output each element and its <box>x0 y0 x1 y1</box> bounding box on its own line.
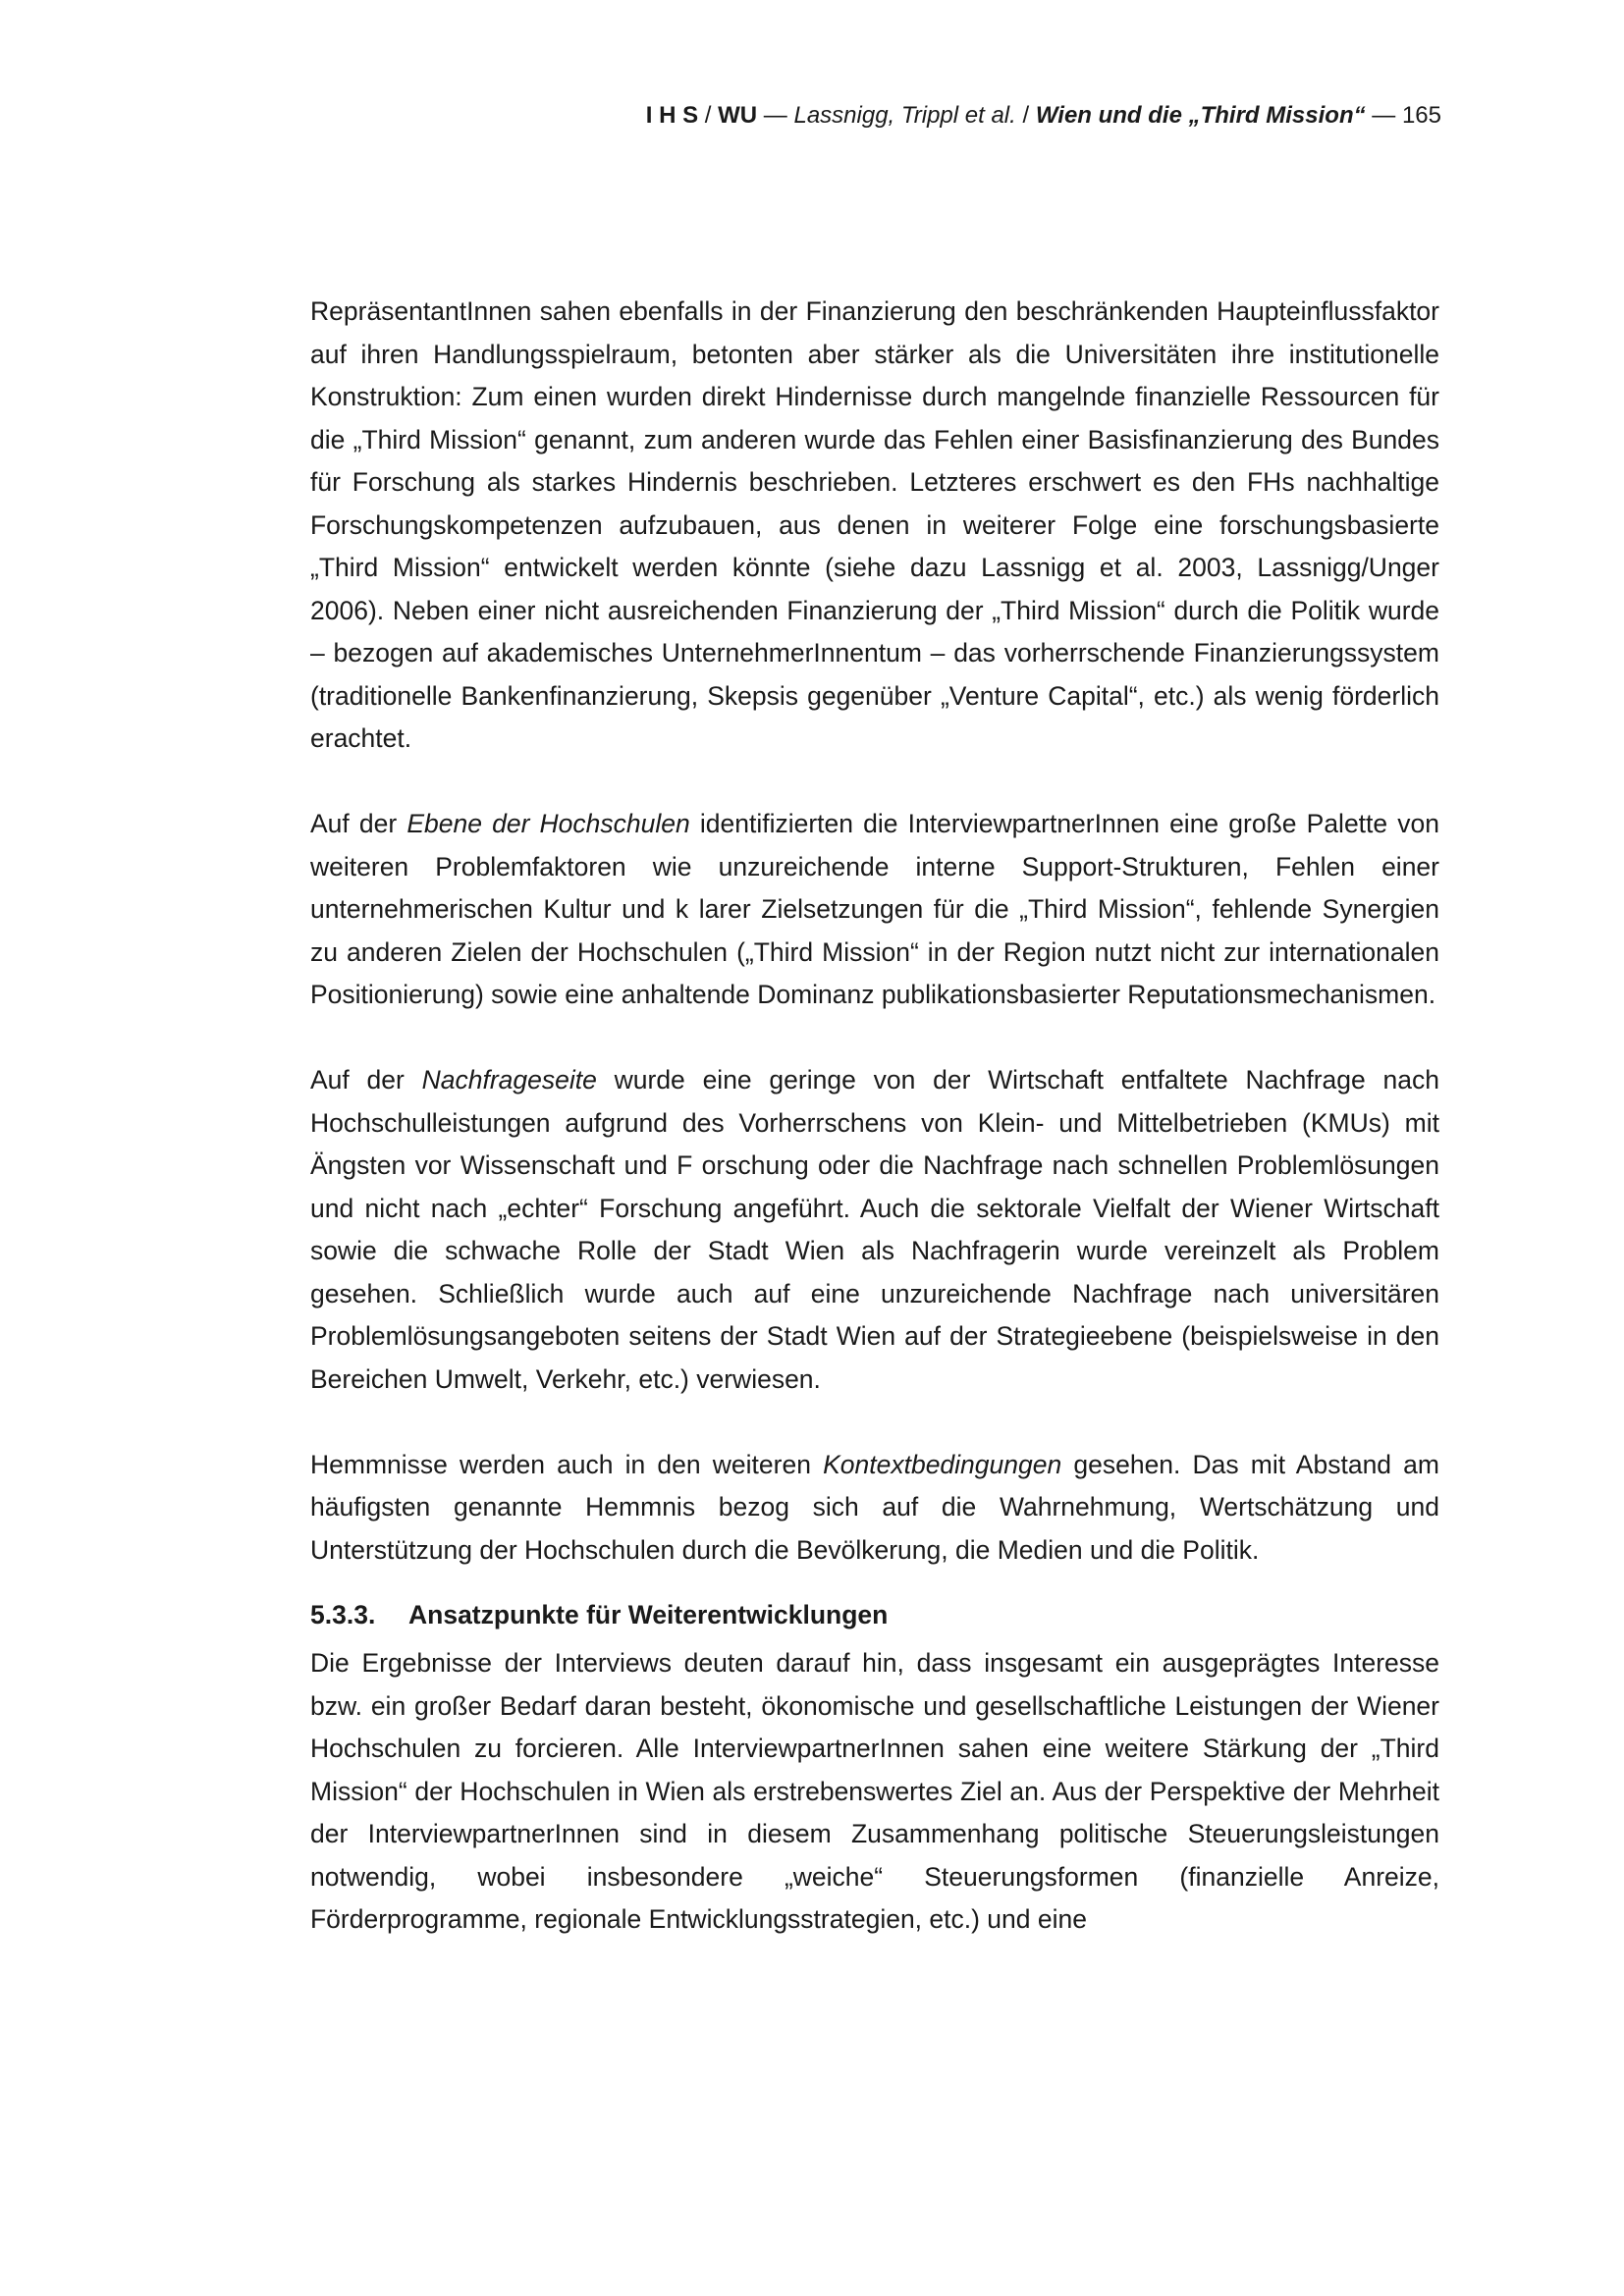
paragraph-text: Auf der <box>310 809 407 838</box>
paragraph <box>310 1444 1439 1573</box>
header-dash: — <box>757 102 794 129</box>
emphasis: Ebene der Hochschulen <box>406 809 690 838</box>
paragraph-text: Auf der <box>310 1065 422 1095</box>
header-authors: Lassnigg, Trippl et al. <box>793 102 1016 129</box>
paragraph-text: Hemmnisse werden auch in den weiteren <box>310 1449 824 1479</box>
paragraph <box>310 803 1439 1017</box>
page-number: 165 <box>1401 102 1441 129</box>
paragraph: RepräsentantInnen sahen ebenfalls in der Finanzierung den beschränkenden Haupteinflussfaktor auf ihren Handlungsspielraum, betonten aber stärker als die Universitäten ihre institutionelle Konstruktion: Zum einen wurden direkt Hindernisse durch mangelnde finanzielle Ressourcen für die „Third Mission“ genannt, zum anderen wurde das Fehlen einer Basisfinanzierung des Bundes für Forschung als starkes Hindernis beschrieben. Letzteres erschwert es den FHs nachhaltige Forschungskompetenzen aufzubauen, aus denen in weiterer Folge eine forschungsbasierte „Third Mission“ entwickelt werden könnte (siehe dazu Lassnigg et al. 2003, Lassnigg/Unger 2006). Neben einer nicht ausreichenden Finanzierung der „Third Mission“ durch die Politik wurde – bezogen auf akademisches UnternehmerInnentum – das vorherrschende Finanzierungssystem (traditionelle Bankenfinanzierung, Skepsis gegenüber „Venture Capital“, etc.) als wenig förderlich erachtet. <box>310 296 1439 753</box>
paragraph <box>310 1059 1439 1401</box>
section-heading <box>310 1595 1439 1634</box>
header-wu: WU <box>718 102 758 129</box>
emphasis: Nachfrageseite <box>421 1065 597 1095</box>
header-ihs: I H S <box>645 102 699 129</box>
section-title: Ansatzpunkte für Weiterentwicklungen <box>408 1600 889 1629</box>
header-dash: — <box>1365 102 1402 129</box>
emphasis: Kontextbedingungen <box>823 1449 1062 1479</box>
section-number: 5.3.3. <box>310 1600 376 1629</box>
header-title: Wien und die „Third Mission“ <box>1035 102 1366 129</box>
paragraph: Die Ergebnisse der Interviews deuten darauf hin, dass insgesamt ein ausgeprägtes Interesse bzw. ein großer Bedarf daran besteht, ökonomische und gesellschaftliche Leistungen der Wiener Hochschulen zu forcieren. Alle InterviewpartnerInnen sahen eine weitere Stärkung der „Third Mission“ der Hochschulen in Wien als erstrebenswertes Ziel an. Aus der Perspektive der Mehrheit der InterviewpartnerInnen sind in diesem Zusammenhang politische Steuerungsleistungen notwendig, wobei insbesondere „weiche“ Steuerungsformen (finanzielle Anreize, Förderprogramme, regionale Entwicklungsstrategien, etc.) und eine <box>310 1648 1439 1934</box>
paragraph-text: wurde eine geringe von der Wirtschaft entfaltete Nachfrage nach Hochschulleistungen aufgrund des Vorherrschens von Klein- und Mittelbetrieben (KMUs) mit Ängsten vor Wissenschaft und F orschung oder die Nachfrage nach schnellen Problemlösungen und nicht nach „echter“ Forschung angeführt. Auch die sektorale Vielfalt der Wiener Wirtschaft sowie die schwache Rolle der Stadt Wien als Nachfragerin wurde vereinzelt als Problem gesehen. Schließlich wurde auch auf eine unzureichende Nachfrage nach universitären Problemlösungsangeboten seitens der Stadt Wien auf der Strategieebene (beispielsweise in den Bereichen Umwelt, Verkehr, etc.) verwiesen. <box>310 1065 1439 1394</box>
header-separator: / <box>698 102 719 129</box>
body-text <box>310 291 1439 1942</box>
running-header <box>310 100 1441 132</box>
paragraph-text: identifizierten die InterviewpartnerInnen eine große Palette von weiteren Problemfaktoren wie unzureichende interne Support-Strukturen, Fehlen einer unternehmerischen Kultur und k larer Zielsetzungen für die „Third Mission“, fehlende Synergien zu anderen Zielen der Hochschulen („Third Mission“ in der Region nutzt nicht zur internationalen Positionierung) sowie eine anhaltende Dominanz publikationsbasierter Reputationsmechanismen. <box>310 809 1439 1009</box>
header-separator: / <box>1015 102 1036 129</box>
paragraph-text: gesehen. Das mit Abstand am häufigsten genannte Hemmnis bezog sich auf die Wahrnehmung, Wertschätzung und Unterstützung der Hochschulen durch die Bevölkerung, die Medien und die Politik. <box>310 1449 1439 1565</box>
